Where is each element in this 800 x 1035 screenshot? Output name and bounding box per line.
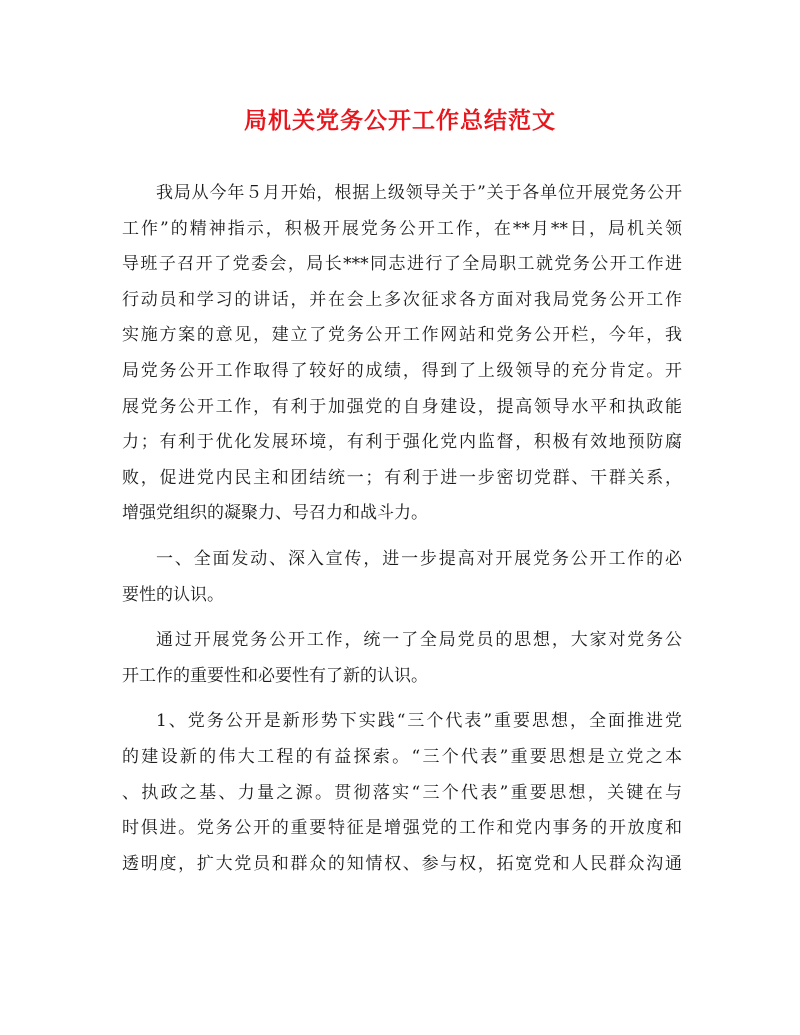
- paragraph-line: 行动员和学习的讲话，并在会上多次征求各方面对我局党务公开工作: [122, 289, 682, 310]
- paragraph-line: 力；有利于优化发展环境，有利于强化党内监督，积极有效地预防腐: [122, 432, 682, 453]
- paragraph-line: 局党务公开工作取得了较好的成绩，得到了上级领导的充分肯定。开: [122, 360, 682, 381]
- document-body: [122, 176, 682, 892]
- paragraph-line: 要性的认识。: [122, 584, 224, 605]
- paragraph-line: 导班子召开了党委会，局长***同志进行了全局职工就党务公开工作进: [122, 254, 682, 275]
- paragraph-line: 增强党组织的凝聚力、号召力和战斗力。: [122, 503, 428, 524]
- paragraph-line: 实施方案的意见，建立了党务公开工作网站和党务公开栏，今年，我: [122, 325, 682, 346]
- paragraph-line: 我局从今年５月开始，根据上级领导关于”关于各单位开展党务公开: [156, 183, 682, 203]
- paragraph-line: 时俱进。党务公开的重要特征是增强党的工作和党内事务的开放度和: [122, 818, 682, 839]
- paragraph-line: 工作”的精神指示，积极开展党务公开工作，在**月**日，局机关领: [122, 218, 682, 239]
- paragraph-1: [122, 176, 682, 532]
- paragraph-2: [122, 542, 682, 613]
- paragraph-4: [122, 704, 682, 882]
- paragraph-3: [122, 623, 682, 694]
- paragraph-line: 、执政之基、力量之源。贯彻落实“三个代表”重要思想，关键在与: [122, 782, 682, 803]
- paragraph-line: 透明度，扩大党员和群众的知情权、参与权，拓宽党和人民群众沟通: [122, 853, 682, 874]
- paragraph-line: 展党务公开工作，有利于加强党的自身建设，提高领导水平和执政能: [122, 396, 682, 417]
- paragraph-line: 败，促进党内民主和团结统一；有利于进一步密切党群、干群关系，: [122, 467, 682, 488]
- paragraph-line: 开工作的重要性和必要性有了新的认识。: [122, 665, 428, 686]
- document-title: 局机关党务公开工作总结范文: [244, 107, 556, 134]
- paragraph-line: 通过开展党务公开工作，统一了全局党员的思想，大家对党务公: [156, 630, 682, 651]
- paragraph-line: 1、党务公开是新形势下实践“三个代表”重要思想，全面推进党: [156, 711, 682, 732]
- paragraph-line: 一、全面发动、深入宣传，进一步提高对开展党务公开工作的必: [156, 548, 682, 569]
- paragraph-line: 的建设新的伟大工程的有益探索。“三个代表”重要思想是立党之本: [122, 746, 682, 767]
